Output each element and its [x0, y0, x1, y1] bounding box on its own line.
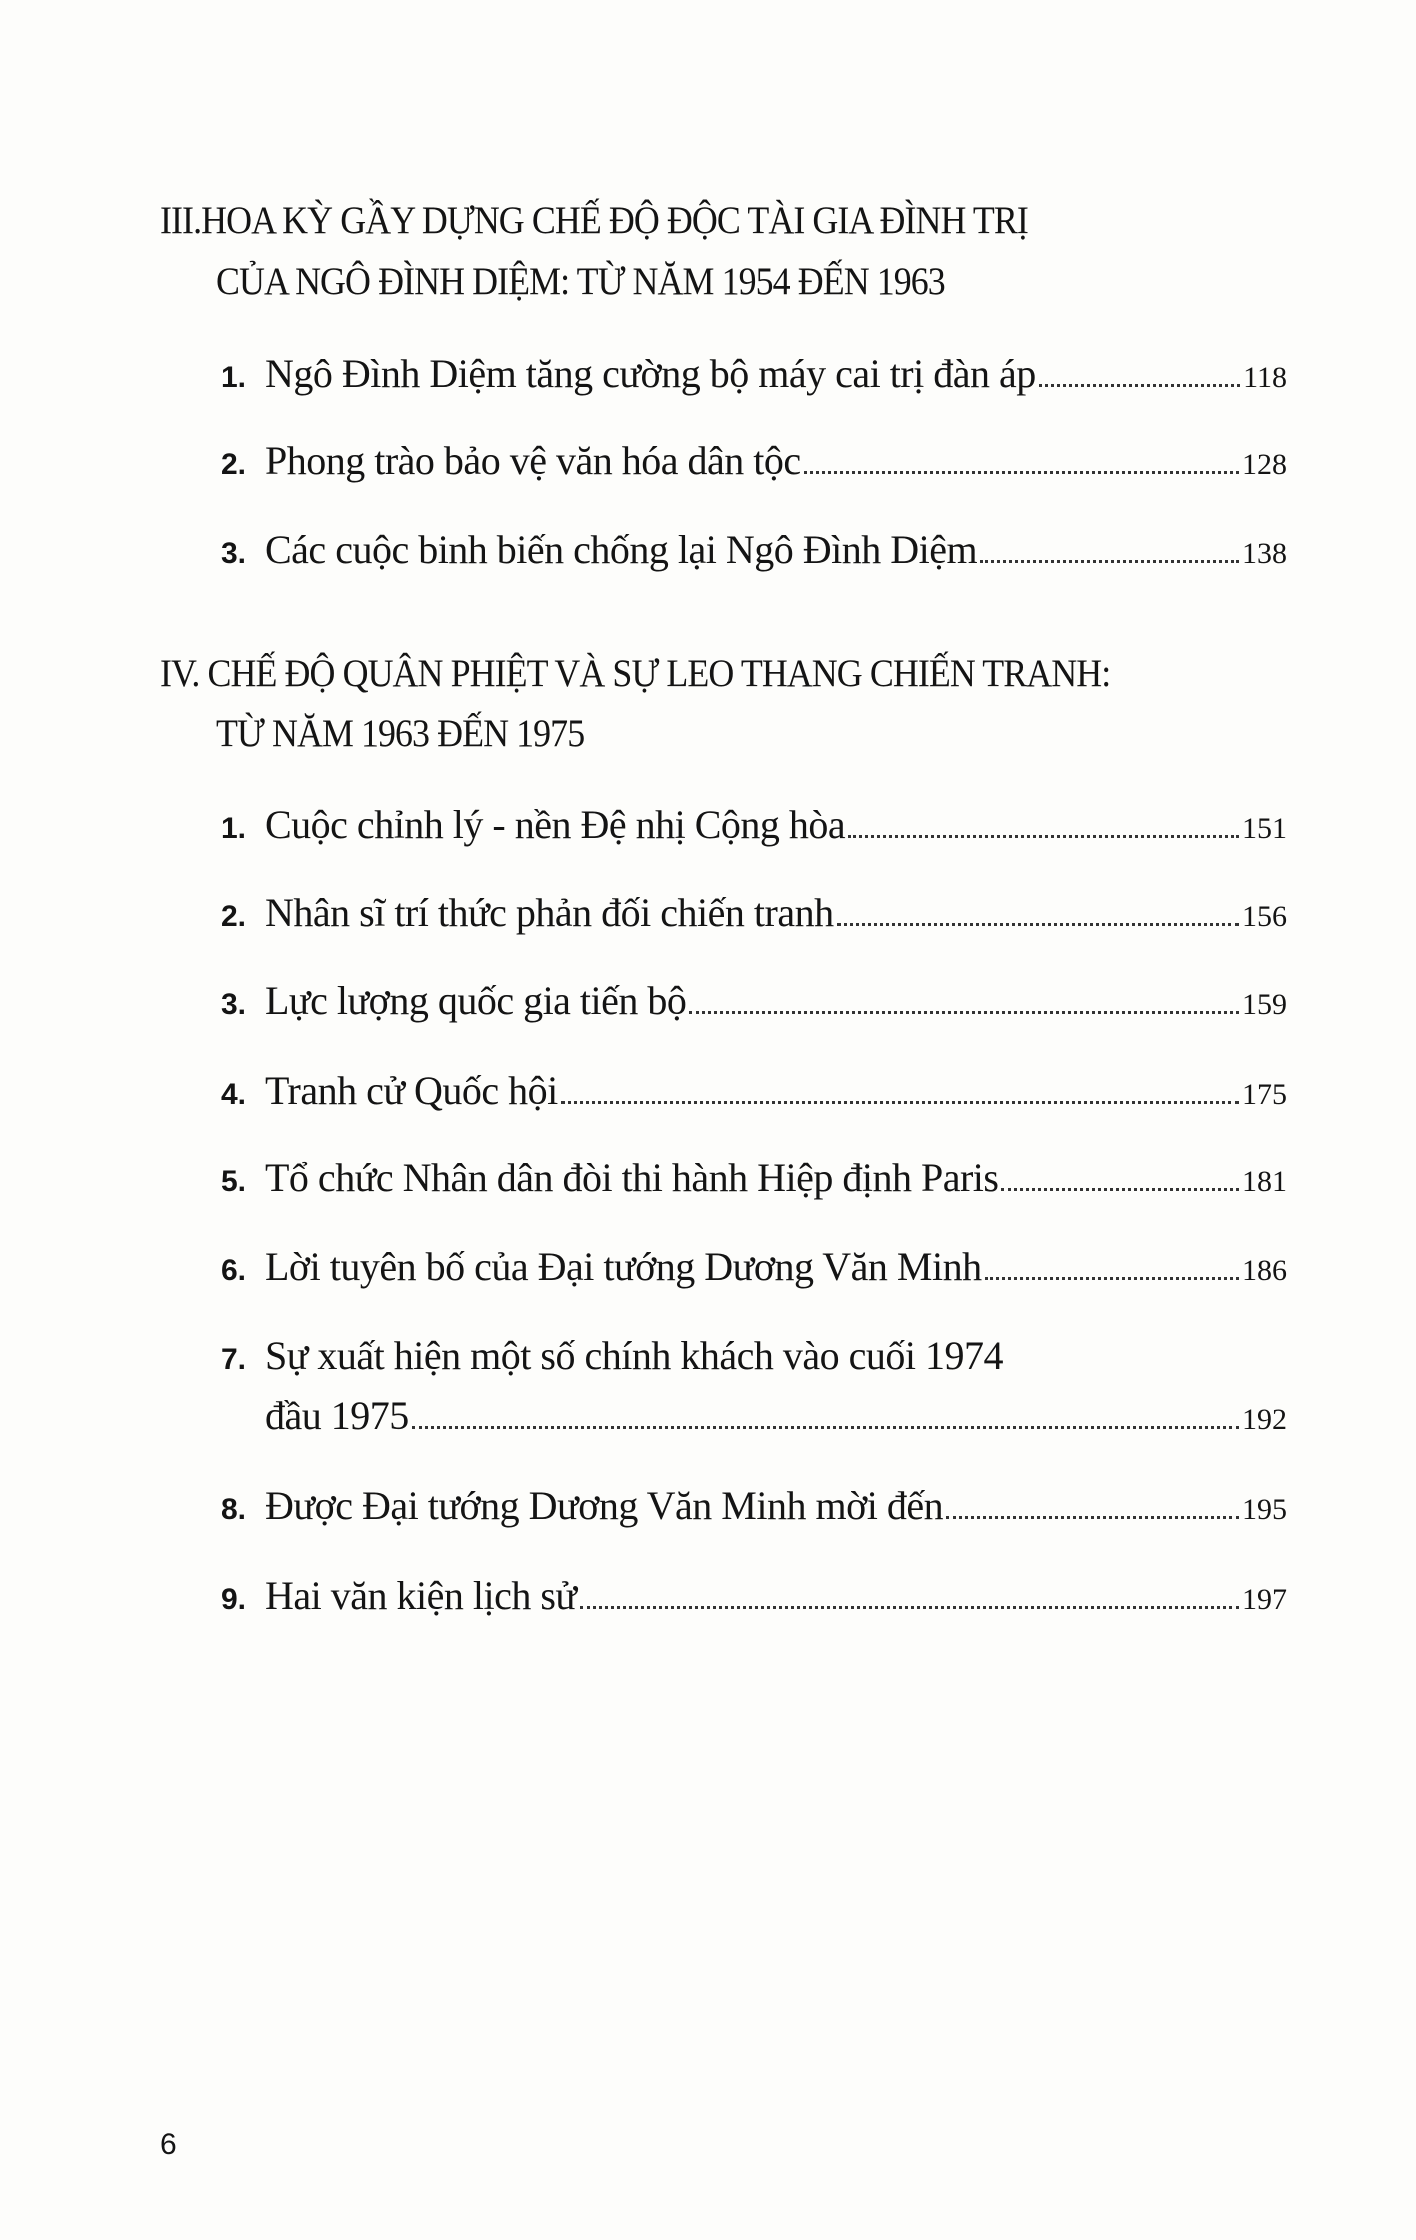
page-number: 6	[160, 2128, 177, 2161]
entry-title: Được Đại tướng Dương Văn Minh mời đến	[265, 1483, 944, 1528]
entry-page: 195	[1242, 1493, 1287, 1526]
entry-title: Lực lượng quốc gia tiến bộ	[265, 978, 687, 1023]
dot-leader	[1039, 384, 1240, 387]
entry-page: 138	[1242, 537, 1287, 570]
entry-title: Nhân sĩ trí thức phản đối chiến tranh	[265, 890, 834, 935]
entry-title: Cuộc chỉnh lý - nền Đệ nhị Cộng hòa	[265, 802, 846, 847]
section-heading-continued: TỪ NĂM 1963 ĐẾN 1975	[216, 712, 585, 755]
entry-page: 186	[1242, 1254, 1287, 1287]
entry-page: 197	[1242, 1583, 1287, 1616]
entry-number: 8.	[221, 1493, 247, 1526]
toc-entry[interactable]	[221, 526, 1287, 573]
dot-leader	[804, 471, 1239, 474]
entry-number: 1.	[221, 361, 247, 394]
toc-entry[interactable]	[221, 1243, 1287, 1290]
entry-title: Hai văn kiện lịch sử	[265, 1573, 577, 1618]
toc-entry-continued[interactable]	[221, 1392, 1287, 1439]
dot-leader	[848, 835, 1239, 838]
toc-entry[interactable]	[221, 1332, 1287, 1379]
dot-leader	[980, 560, 1239, 563]
dot-leader	[1001, 1188, 1239, 1191]
dot-leader	[412, 1426, 1239, 1429]
entry-page: 151	[1242, 812, 1287, 845]
entry-page: 181	[1242, 1165, 1287, 1198]
entry-number: 4.	[221, 1078, 247, 1111]
dot-leader	[946, 1516, 1239, 1519]
entry-number: 6.	[221, 1254, 247, 1287]
entry-number: 2.	[221, 900, 247, 933]
dot-leader	[837, 923, 1239, 926]
entry-title: Tranh cử Quốc hội	[265, 1068, 558, 1113]
toc-entry[interactable]	[221, 1067, 1287, 1114]
entry-number: 1.	[221, 812, 247, 845]
entry-page: 128	[1242, 448, 1287, 481]
toc-entry[interactable]	[221, 350, 1287, 397]
section-heading-continued: CỦA NGÔ ĐÌNH DIỆM: TỪ NĂM 1954 ĐẾN 1963	[216, 260, 945, 303]
entry-number: 2.	[221, 448, 247, 481]
entry-title-continued: đầu 1975	[265, 1393, 409, 1438]
toc-entry[interactable]	[221, 1154, 1287, 1201]
entry-title: Sự xuất hiện một số chính khách vào cuối 1974	[265, 1333, 1003, 1378]
entry-number: 9.	[221, 1583, 247, 1616]
section-heading: III.HOA KỲ GẦY DỰNG CHẾ ĐỘ ĐỘC TÀI GIA ĐÌNH TRỊ	[160, 199, 1028, 242]
dot-leader	[561, 1101, 1239, 1104]
dot-leader	[689, 1011, 1239, 1014]
toc-entry[interactable]	[221, 1572, 1287, 1619]
toc-entry[interactable]	[221, 437, 1287, 484]
entry-number: 5.	[221, 1165, 247, 1198]
toc-entry[interactable]	[221, 801, 1287, 848]
entry-number: 3.	[221, 537, 247, 570]
section-heading: IV. CHẾ ĐỘ QUÂN PHIỆT VÀ SỰ LEO THANG CHIẾN TRANH:	[160, 652, 1111, 695]
dot-leader	[580, 1606, 1239, 1609]
entry-title: Phong trào bảo vệ văn hóa dân tộc	[265, 438, 801, 483]
entry-page: 118	[1243, 361, 1287, 394]
entry-number: 3.	[221, 988, 247, 1021]
toc-entry[interactable]	[221, 977, 1287, 1024]
entry-title: Ngô Đình Diệm tăng cường bộ máy cai trị đàn áp	[265, 351, 1036, 396]
entry-title: Các cuộc binh biến chống lại Ngô Đình Diệm	[265, 527, 978, 572]
entry-number: 7.	[221, 1343, 247, 1376]
entry-title: Lời tuyên bố của Đại tướng Dương Văn Minh	[265, 1244, 982, 1289]
entry-page: 159	[1242, 988, 1287, 1021]
dot-leader	[985, 1277, 1239, 1280]
entry-title: Tổ chức Nhân dân đòi thi hành Hiệp định Paris	[265, 1155, 999, 1200]
entry-page: 156	[1242, 900, 1287, 933]
toc-entry[interactable]	[221, 1482, 1287, 1529]
entry-page: 192	[1242, 1403, 1287, 1436]
entry-page: 175	[1242, 1078, 1287, 1111]
toc-entry[interactable]	[221, 889, 1287, 936]
